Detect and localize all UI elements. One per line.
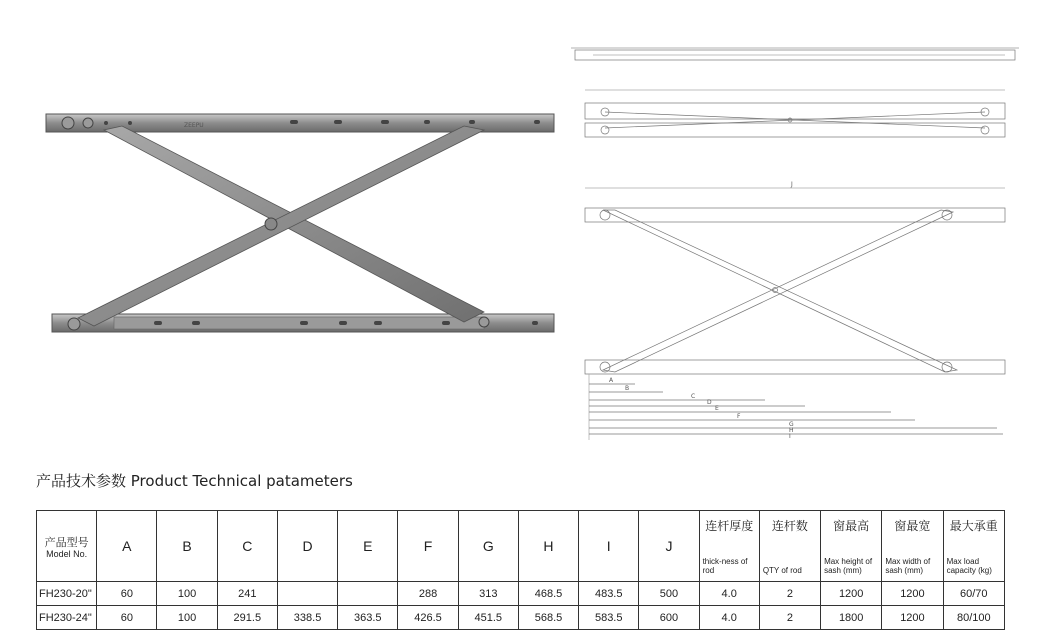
header-d: D (277, 511, 337, 582)
cell-c: 241 (217, 582, 277, 606)
center-pivot (265, 218, 277, 230)
dim-label-h: H (789, 427, 794, 434)
cell-max-load: 60/70 (943, 582, 1004, 606)
cell-h: 568.5 (518, 606, 578, 630)
header-a: A (97, 511, 157, 582)
cell-i: 583.5 (579, 606, 639, 630)
brand-logo: ZEEPU (184, 122, 204, 129)
header-max-height: 窗最高 Max height of sash (mm) (821, 511, 882, 582)
header-thickness: 连杆厚度 thick-ness of rod (699, 511, 759, 582)
cell-max-height: 1800 (821, 606, 882, 630)
cell-max-width: 1200 (882, 606, 943, 630)
table-row (37, 582, 1005, 606)
header-f: F (398, 511, 458, 582)
cell-e (338, 582, 398, 606)
technical-drawing (565, 40, 1025, 440)
dim-label-d: D (707, 399, 712, 406)
header-qty: 连杆数 QTY of rod (759, 511, 820, 582)
header-b: B (157, 511, 217, 582)
cell-max-load: 80/100 (943, 606, 1004, 630)
dim-label-c: C (691, 393, 696, 400)
cell-qty: 2 (759, 582, 820, 606)
spec-table (36, 510, 1005, 630)
header-max-load: 最大承重 Max load capacity (kg) (943, 511, 1004, 582)
cell-f: 288 (398, 582, 458, 606)
cell-max-height: 1200 (821, 582, 882, 606)
cell-model: FH230-20" (37, 582, 97, 606)
cell-c: 291.5 (217, 606, 277, 630)
cell-i: 483.5 (579, 582, 639, 606)
cell-a: 60 (97, 582, 157, 606)
cell-d (277, 582, 337, 606)
cell-g: 451.5 (458, 606, 518, 630)
header-row (37, 511, 1005, 582)
header-c: C (217, 511, 277, 582)
cell-f: 426.5 (398, 606, 458, 630)
header-model: 产品型号 Model No. (37, 511, 97, 582)
cell-thickness: 4.0 (699, 582, 759, 606)
dim-label-g: G (789, 421, 794, 428)
table-row (37, 606, 1005, 630)
cell-d: 338.5 (277, 606, 337, 630)
cell-thickness: 4.0 (699, 606, 759, 630)
header-g: G (458, 511, 518, 582)
cell-b: 100 (157, 606, 217, 630)
header-h: H (518, 511, 578, 582)
cell-b: 100 (157, 582, 217, 606)
cell-j: 600 (639, 606, 699, 630)
section-title: 产品技术参数 Product Technical patameters (36, 472, 353, 490)
cell-g: 313 (458, 582, 518, 606)
cell-qty: 2 (759, 606, 820, 630)
header-max-width: 窗最宽 Max width of sash (mm) (882, 511, 943, 582)
product-photo (44, 100, 558, 340)
dim-label-e: E (715, 405, 719, 412)
dim-label-j: J (791, 181, 793, 188)
header-i: I (579, 511, 639, 582)
cell-h: 468.5 (518, 582, 578, 606)
dim-label-i: I (789, 433, 791, 440)
dim-label-a: A (609, 377, 614, 384)
closed-view (585, 103, 1005, 119)
dim-label-f: F (737, 413, 741, 420)
cell-a: 60 (97, 606, 157, 630)
dim-label-b: B (625, 385, 630, 392)
cell-j: 500 (639, 582, 699, 606)
header-j: J (639, 511, 699, 582)
header-e: E (338, 511, 398, 582)
cell-e: 363.5 (338, 606, 398, 630)
cell-model: FH230-24" (37, 606, 97, 630)
cell-max-width: 1200 (882, 582, 943, 606)
